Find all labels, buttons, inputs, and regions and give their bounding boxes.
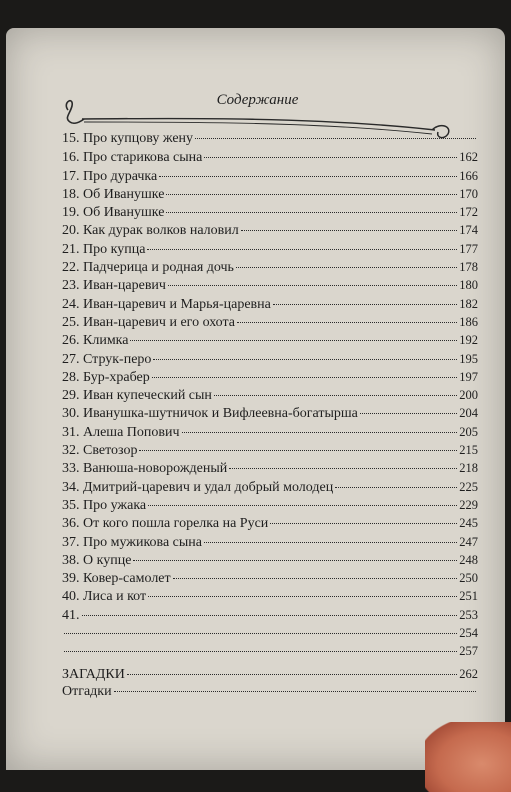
toc-page-number: 166 xyxy=(459,168,478,183)
toc-dot-leader xyxy=(204,157,457,158)
toc-page-number: 215 xyxy=(459,443,478,458)
toc-row xyxy=(62,240,478,258)
page-title: Содержание xyxy=(216,92,299,108)
toc-row xyxy=(62,624,478,642)
toc-title: 19. Об Иванушке xyxy=(62,205,165,221)
toc-dot-leader xyxy=(182,432,458,433)
toc-page-number: 204 xyxy=(459,406,478,421)
toc-row xyxy=(62,514,478,532)
toc-title: 29. Иван купеческий сын xyxy=(62,388,212,404)
toc-page-number: 195 xyxy=(459,351,478,366)
toc-page-number: 229 xyxy=(459,497,478,512)
toc-row xyxy=(62,295,478,313)
toc-row xyxy=(62,665,478,683)
toc-dot-leader xyxy=(173,578,458,579)
toc-page-number: 177 xyxy=(459,241,478,256)
toc-title: 27. Струк-перо xyxy=(62,351,152,367)
toc-title: 30. Иванушка-шутничок и Вифлеевна-богатырша xyxy=(62,406,358,422)
toc-title: 20. Как дурак волков наловил xyxy=(62,223,239,239)
toc-page-number: 245 xyxy=(459,516,478,531)
toc-title: 32. Светозор xyxy=(62,443,138,459)
toc-page-number: 174 xyxy=(459,223,478,238)
toc-dot-leader xyxy=(168,285,457,286)
toc-page-number: 178 xyxy=(459,260,478,275)
toc-title: 31. Алеша Попович xyxy=(62,424,180,440)
toc-page-number: 205 xyxy=(459,424,478,439)
toc-dot-leader xyxy=(166,194,457,195)
toc-row xyxy=(62,130,478,148)
toc-page-number: 257 xyxy=(459,644,478,659)
toc-dot-leader xyxy=(236,267,457,268)
toc-page-number: 247 xyxy=(459,534,478,549)
toc-row xyxy=(62,606,478,624)
toc-dot-leader xyxy=(130,340,457,341)
toc-title: 18. Об Иванушке xyxy=(62,186,165,202)
toc-row xyxy=(62,276,478,294)
toc-dot-leader xyxy=(147,249,457,250)
toc-row xyxy=(62,496,478,514)
toc-dot-leader xyxy=(195,138,476,139)
toc-dot-leader xyxy=(237,322,457,323)
toc-title: 34. Дмитрий-царевич и удал добрый молодец xyxy=(62,479,334,495)
toc-title: 28. Бур-храбер xyxy=(62,369,150,385)
toc-title: 24. Иван-царевич и Марья-царевна xyxy=(62,296,271,312)
toc-row xyxy=(62,587,478,605)
toc-page-number: 248 xyxy=(459,552,478,567)
toc-dot-leader xyxy=(82,615,458,616)
toc-dot-leader xyxy=(335,487,457,488)
toc-dot-leader xyxy=(204,542,457,543)
toc-row xyxy=(62,167,478,185)
toc-row xyxy=(62,148,478,166)
toc-row xyxy=(62,569,478,587)
toc-dot-leader xyxy=(152,377,458,378)
toc-dot-leader xyxy=(64,651,457,652)
toc-dot-leader xyxy=(139,450,457,451)
toc-page-number: 162 xyxy=(459,150,478,165)
toc-title: 22. Падчерица и родная дочь xyxy=(62,260,234,276)
toc-page-number: 250 xyxy=(459,571,478,586)
toc-page-number: 192 xyxy=(459,333,478,348)
toc-dot-leader xyxy=(64,633,457,634)
toc-dot-leader xyxy=(241,230,458,231)
toc-row xyxy=(62,203,478,221)
toc-row xyxy=(62,368,478,386)
toc-title: 38. О купце xyxy=(62,552,132,568)
toc-page-number: 218 xyxy=(459,461,478,476)
toc-title: ЗАГАДКИ xyxy=(62,666,125,682)
toc-row xyxy=(62,258,478,276)
toc-title: 36. От кого пошла горелка на Руси xyxy=(62,516,269,532)
table-of-contents xyxy=(62,130,478,701)
toc-row xyxy=(62,423,478,441)
toc-row xyxy=(62,478,478,496)
toc-page-number: 253 xyxy=(459,607,478,622)
toc-dot-leader xyxy=(127,674,457,675)
toc-page-number: 254 xyxy=(459,626,478,641)
toc-title: 35. Про ужака xyxy=(62,497,147,513)
toc-row xyxy=(62,441,478,459)
toc-dot-leader xyxy=(270,523,457,524)
toc-page-number: 170 xyxy=(459,186,478,201)
toc-page-number: 182 xyxy=(459,296,478,311)
toc-row xyxy=(62,404,478,422)
toc-row xyxy=(62,551,478,569)
toc-page-number: 197 xyxy=(459,369,478,384)
toc-title: 23. Иван-царевич xyxy=(62,278,166,294)
toc-dot-leader xyxy=(229,468,457,469)
thumb-finger xyxy=(425,722,511,792)
toc-dot-leader xyxy=(214,395,457,396)
toc-dot-leader xyxy=(159,176,457,177)
toc-row xyxy=(62,185,478,203)
toc-row xyxy=(62,459,478,477)
toc-row xyxy=(62,683,478,701)
toc-title: Отгадки xyxy=(62,683,112,699)
toc-title: 40. Лиса и кот xyxy=(62,589,147,605)
toc-dot-leader xyxy=(148,596,457,597)
toc-row xyxy=(62,386,478,404)
toc-title: 41. xyxy=(62,607,80,623)
toc-title: 39. Ковер-самолет xyxy=(62,571,171,587)
toc-row xyxy=(62,331,478,349)
toc-row xyxy=(62,533,478,551)
toc-page-number: 172 xyxy=(459,205,478,220)
toc-dot-leader xyxy=(114,691,476,692)
toc-title: 15. Про купцову жену xyxy=(62,131,194,146)
toc-title: 16. Про старикова сына xyxy=(62,150,203,166)
toc-title: 25. Иван-царевич и его охота xyxy=(62,314,236,330)
toc-dot-leader xyxy=(148,505,457,506)
toc-dot-leader xyxy=(133,560,457,561)
toc-title: 26. Климка xyxy=(62,333,129,349)
toc-title: 33. Ванюша-новорожденый xyxy=(62,461,228,477)
toc-page-number: 186 xyxy=(459,314,478,329)
toc-dot-leader xyxy=(360,413,457,414)
toc-page-number: 200 xyxy=(459,388,478,403)
toc-title: 21. Про купца xyxy=(62,241,146,257)
toc-page-number: 180 xyxy=(459,278,478,293)
toc-dot-leader xyxy=(166,212,457,213)
toc-page-number: 225 xyxy=(459,479,478,494)
toc-title: 37. Про мужикова сына xyxy=(62,534,203,550)
toc-row xyxy=(62,350,478,368)
toc-row xyxy=(62,642,478,660)
toc-dot-leader xyxy=(153,359,457,360)
toc-page-number: 262 xyxy=(459,666,478,681)
toc-page-number: 251 xyxy=(459,589,478,604)
toc-dot-leader xyxy=(273,304,457,305)
toc-row xyxy=(62,313,478,331)
toc-title: 17. Про дурачка xyxy=(62,168,158,184)
toc-row xyxy=(62,221,478,239)
